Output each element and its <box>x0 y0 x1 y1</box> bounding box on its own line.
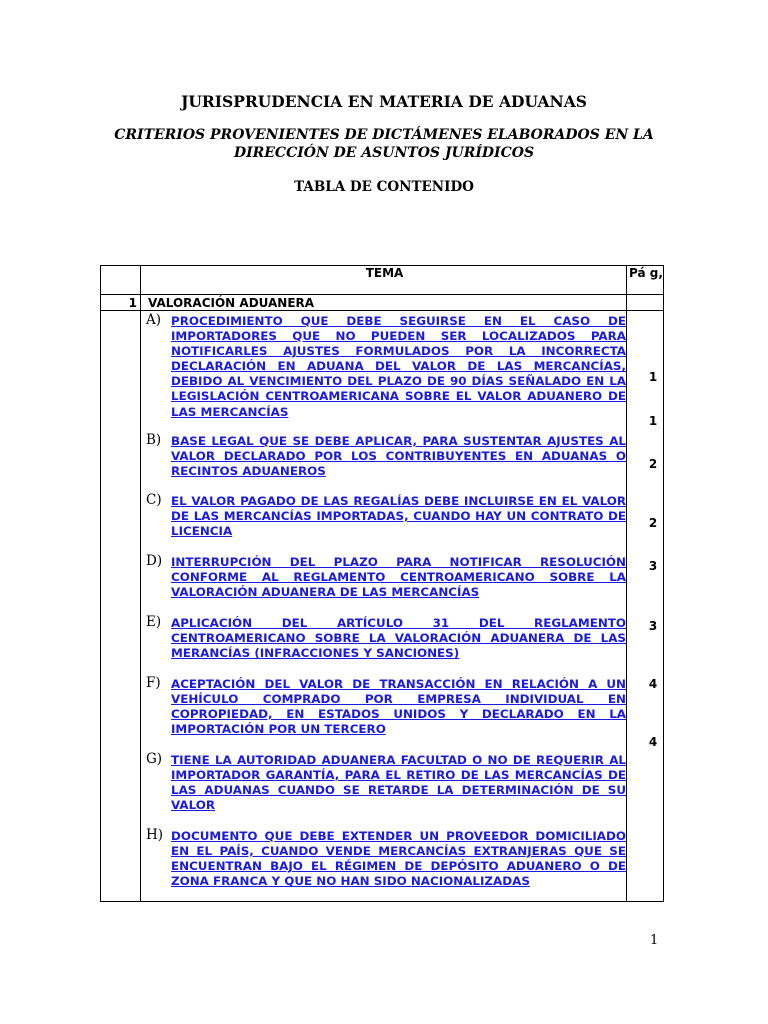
item-letter: G) <box>146 751 163 767</box>
row-divider <box>101 294 663 295</box>
toc-link[interactable]: DOCUMENTO QUE DEBE EXTENDER UN PROVEEDOR DOMICILIADO EN EL PAÍS, CUANDO VENDE MERCANCÍAS EXTRANJERAS QUE SE ENCUENTRAN BAJO EL RÉGIMEN DE DEPÓSITO ADUANERO O DE ZONA FRANCA Y QUE NO HAN SIDO NACIONALIZADAS <box>171 829 626 889</box>
header-tema: TEMA <box>365 266 404 280</box>
item-letter: A) <box>146 312 162 328</box>
toc-link[interactable]: EL VALOR PAGADO DE LAS REGALÍAS DEBE INCLUIRSE EN EL VALOR DE LAS MERCANCÍAS IMPORTADAS, CUANDO HAY UN CONTRATO DE LICENCIA <box>171 494 626 539</box>
page-ref: 3 <box>648 559 658 573</box>
page-ref: 3 <box>648 619 658 633</box>
page-ref: 1 <box>648 414 658 428</box>
toc-table <box>100 265 664 902</box>
toc-title: TABLA DE CONTENIDO <box>294 179 474 195</box>
page-ref: 4 <box>648 735 658 749</box>
document-title: JURISPRUDENCIA EN MATERIA DE ADUANAS <box>181 92 587 111</box>
item-letter: B) <box>146 432 162 448</box>
toc-link[interactable]: INTERRUPCIÓN DEL PLAZO PARA NOTIFICAR RESOLUCIÓN CONFORME AL REGLAMENTO CENTROAMERICANO SOBRE LA VALORACIÓN ADUANERA DE LAS MERCANCÍAS <box>171 555 626 600</box>
row-divider <box>101 310 663 311</box>
toc-link[interactable]: APLICACIÓN DEL ARTÍCULO 31 DEL REGLAMENTO CENTROAMERICANO SOBRE LA VALORACIÓN ADUANERA DE LAS MERANCÍAS (INFRACCIONES Y SANCIONES) <box>171 616 626 661</box>
column-divider <box>140 266 141 901</box>
page-ref: 1 <box>648 370 658 384</box>
document-subtitle: CRITERIOS PROVENIENTES DE DICTÁMENES ELABORADOS EN LA DIRECCIÓN DE ASUNTOS JURÍDICOS <box>114 127 654 161</box>
toc-link[interactable]: TIENE LA AUTORIDAD ADUANERA FACULTAD O NO DE REQUERIR AL IMPORTADOR GARANTÍA, PARA EL RETIRO DE LAS MERCANCÍAS DE LAS ADUANAS CUANDO SE RETARDE LA DETERMINACIÓN DE SU VALOR <box>171 753 626 813</box>
item-letter: E) <box>146 614 162 630</box>
page-ref: 2 <box>648 516 658 530</box>
column-divider <box>626 266 627 901</box>
section-number: 1 <box>128 296 137 310</box>
item-letter: C) <box>146 492 162 508</box>
section-title: VALORACIÓN ADUANERA <box>148 296 315 310</box>
item-letter: H) <box>146 827 164 843</box>
toc-link[interactable]: PROCEDIMIENTO QUE DEBE SEGUIRSE EN EL CASO DE IMPORTADORES QUE NO PUEDEN SER LOCALIZADOS PARA NOTIFICARLES AJUSTES FORMULADOS POR LA INCORRECTA DECLARACIÓN EN ADUANA DEL VALOR DE LAS MERCANCÍAS, DEBIDO AL VENCIMIENTO DEL PLAZO DE 90 DÍAS SEÑALADO EN LA LEGISLACIÓN CENTROAMERICANA SOBRE EL VALOR ADUANERO DE LAS MERCANCÍAS <box>171 314 626 419</box>
page-ref: 4 <box>648 677 658 691</box>
header-pag: Pá g, <box>629 266 663 280</box>
item-letter: D) <box>146 553 163 569</box>
item-letter: F) <box>146 675 161 691</box>
page-number: 1 <box>650 933 659 948</box>
page-ref: 2 <box>648 457 658 471</box>
toc-link[interactable]: ACEPTACIÓN DEL VALOR DE TRANSACCIÓN EN RELACIÓN A UN VEHÍCULO COMPRADO POR EMPRESA INDIVIDUAL EN COPROPIEDAD, EN ESTADOS UNIDOS Y DECLARADO EN LA IMPORTACIÓN POR UN TERCERO <box>171 677 626 737</box>
toc-link[interactable]: BASE LEGAL QUE SE DEBE APLICAR, PARA SUSTENTAR AJUSTES AL VALOR DECLARADO POR LOS CONTRIBUYENTES EN ADUANAS O RECINTOS ADUANEROS <box>171 434 626 479</box>
